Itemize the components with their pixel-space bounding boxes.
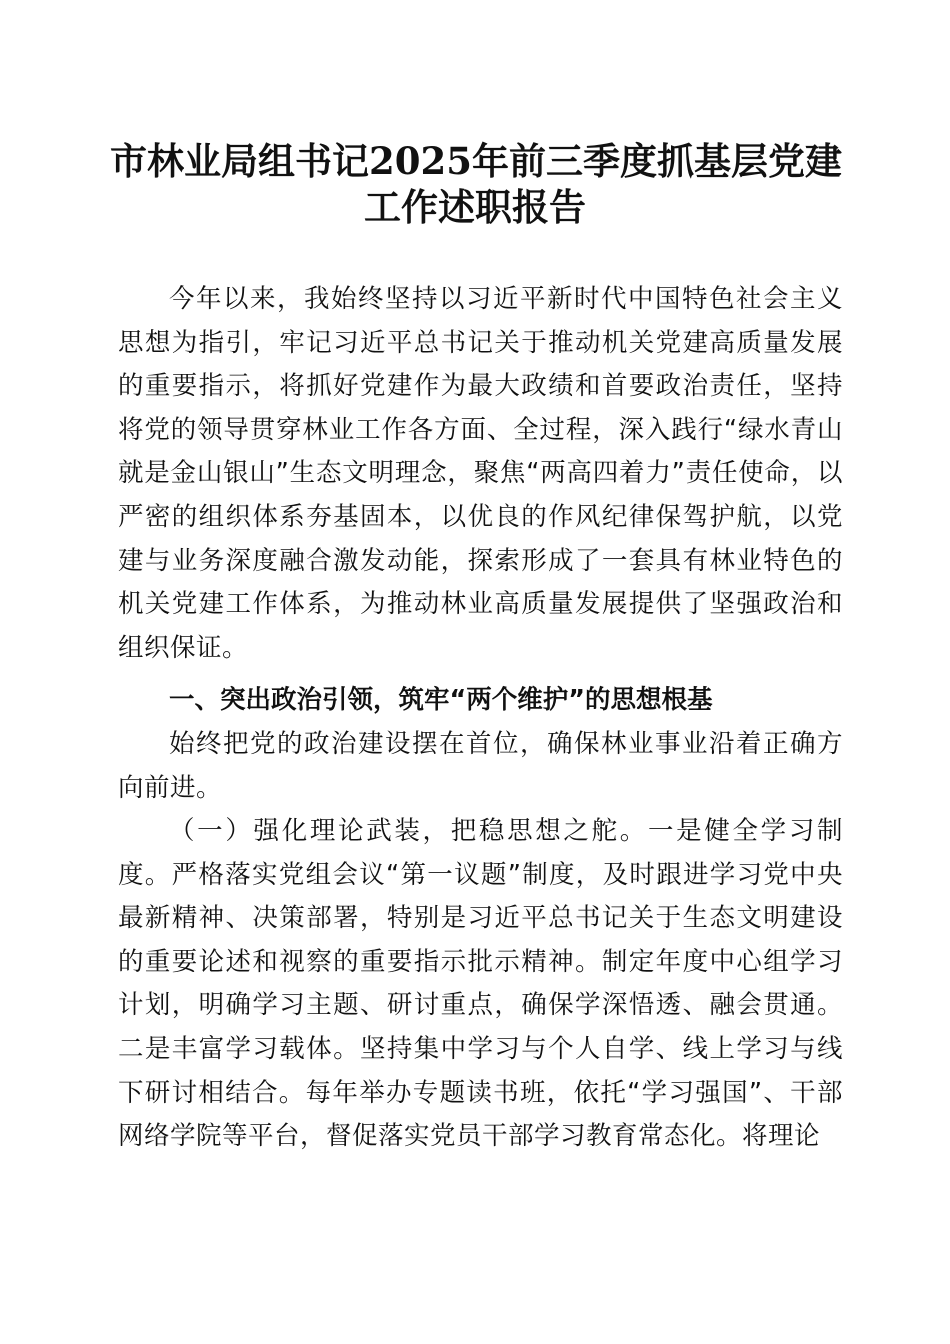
section-1-intro-paragraph: 始终把党的政治建设摆在首位，确保林业事业沿着正确方向前进。: [118, 729, 843, 803]
document-title-line-1: 市林业局组书记2025年前三季度抓基层党建: [110, 139, 842, 183]
section-heading-1: 一、突出政治引领，筑牢“两个维护”的思想根基: [169, 685, 713, 715]
document-title-line-2: 工作述职报告: [364, 185, 586, 229]
intro-paragraph: 今年以来，我始终坚持以习近平新时代中国特色社会主义思想为指引，牢记习近平总书记关于推动机关党建高质量发展的重要指示，将抓好党建作为最大政绩和首要政治责任，坚持将党的领导贯穿林业工作各方面、全过程，深入践行“绿水青山就是金山银山”生态文明理念，聚焦“两高四着力”责任使命，以严密的组织体系夯基固本，以优良的作风纪律保驾护航，以党建与业务深度融合激发动能，探索形成了一套具有林业特色的机关党建工作体系，为推动林业高质量发展提供了坚强政治和组织保证。: [118, 284, 843, 663]
subsection-1-paragraph: （一）强化理论武装，把稳思想之舵。一是健全学习制度。严格落实党组会议“第一议题”制度，及时跟进学习党中央最新精神、决策部署，特别是习近平总书记关于生态文明建设的重要论述和视察的重要指示批示精神。制定年度中心组学习计划，明确学习主题、研讨重点，确保学深悟透、融会贯通。二是丰富学习载体。坚持集中学习与个人自学、线上学习与线下研讨相结合。每年举办专题读书班，依托“学习强国”、干部网络学院等平台，督促落实党员干部学习教育常态化。将理论: [118, 816, 843, 1152]
